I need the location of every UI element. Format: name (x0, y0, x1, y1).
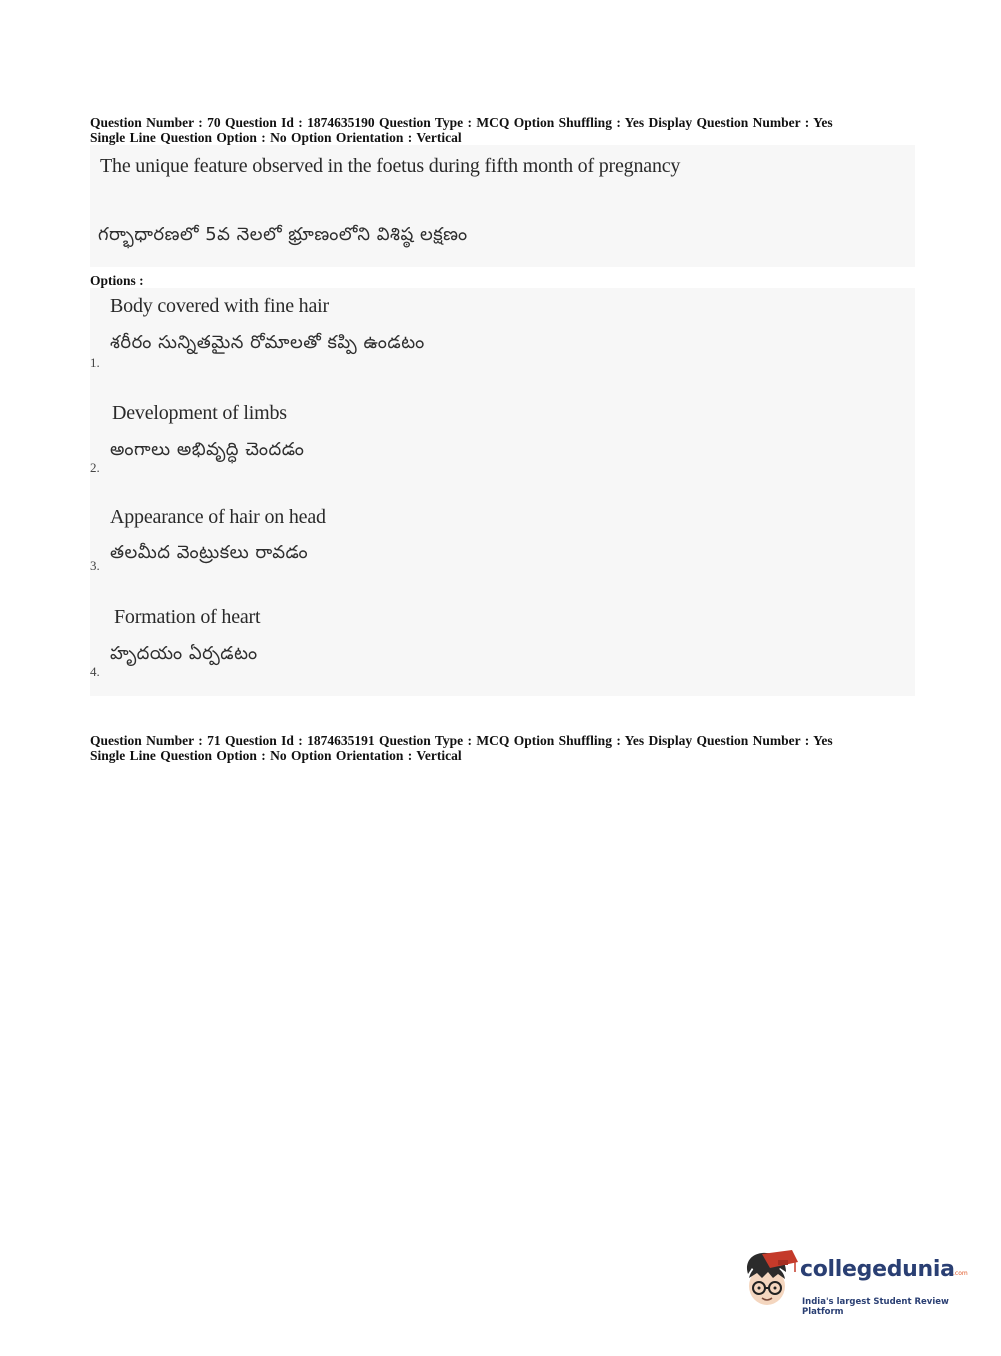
option-4-telugu: హృదయం ఏర్పడటం (110, 643, 258, 664)
collegedunia-logo (740, 1248, 968, 1318)
option-3-english: Appearance of hair on head (110, 506, 326, 528)
option-2-number: 2. (90, 460, 100, 475)
question-70-text-telugu: గర్భాధారణలో 5వ నెలలో భ్రూణంలోని విశిష్ఠ లక్షణం (98, 224, 468, 245)
option-3-number: 3. (90, 558, 100, 573)
question-71-meta-line1: Question Number : 71 Question Id : 1874635191 Question Type : MCQ Option Shuffling : Yes Display Question Number : Yes (90, 733, 833, 748)
question-70-meta-line2: Single Line Question Option : No Option Orientation : Vertical (90, 129, 462, 145)
options-label: Options : (90, 273, 144, 288)
question-71-metadata (90, 734, 910, 763)
option-4-number: 4. (90, 664, 100, 679)
question-70-text-box (90, 145, 915, 267)
mascot-icon (740, 1248, 798, 1312)
question-70-metadata (90, 116, 910, 145)
question-71-meta-line2: Single Line Question Option : No Option Orientation : Vertical (90, 747, 462, 763)
question-70-text-english: The unique feature observed in the foetus during fifth month of pregnancy (100, 155, 681, 177)
option-2-telugu: అంగాలు అభివృద్ధి చెందడం (110, 439, 305, 460)
logo-com: .com (953, 1270, 968, 1277)
option-1-number: 1. (90, 355, 100, 370)
option-4-english: Formation of heart (114, 606, 261, 628)
logo-tagline: India's largest Student Review Platform (802, 1297, 949, 1317)
option-1-telugu: శరీరం సున్నితమైన రోమాలతో కప్పి ఉండటం (110, 332, 425, 353)
option-3-telugu: తలమీద వెంట్రుకలు రావడం (110, 542, 309, 563)
option-1-english: Body covered with fine hair (110, 295, 329, 317)
option-2-english: Development of limbs (112, 402, 287, 424)
question-70-options-box (90, 288, 915, 696)
logo-wordmark: collegedunia (800, 1257, 955, 1282)
question-70-meta-line1: Question Number : 70 Question Id : 1874635190 Question Type : MCQ Option Shuffling : Yes Display Question Number : Yes (90, 115, 833, 130)
